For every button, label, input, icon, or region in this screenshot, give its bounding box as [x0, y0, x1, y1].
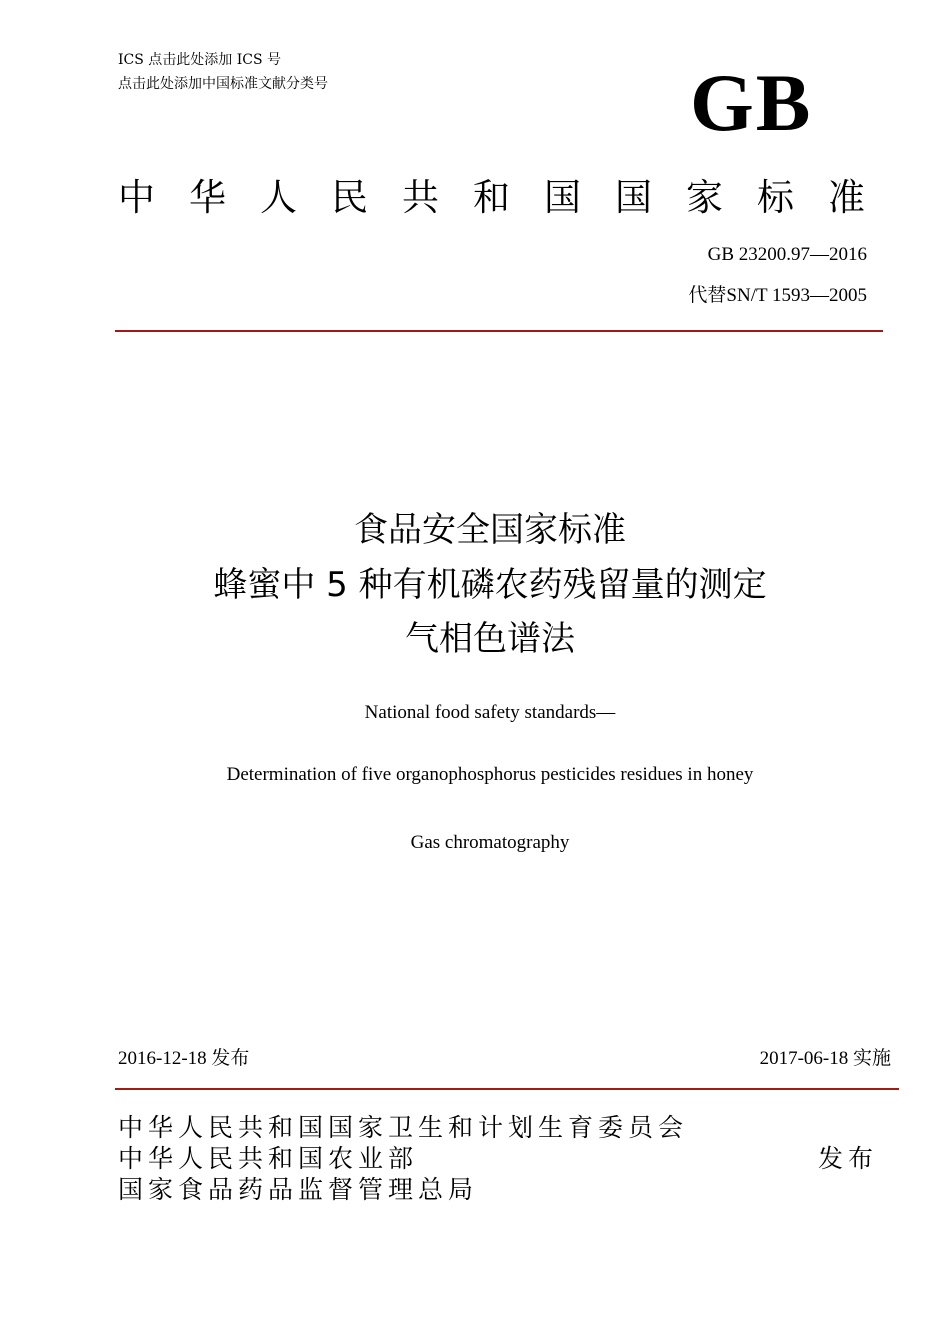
national-standard-heading: 中华人民共和国国家标准 [118, 176, 899, 219]
title-line-3: 气相色谱法 [405, 619, 575, 659]
standard-number: GB 23200.97—2016 [707, 244, 867, 265]
implementation-date: 2017-06-18 实施 [759, 1048, 891, 1069]
english-title-line-3: Gas chromatography [410, 832, 570, 853]
issuer-ministry-of-agriculture: 中华人民共和国农业部 [118, 1144, 419, 1173]
issue-date: 2016-12-18 发布 [118, 1048, 250, 1069]
gb-logo: GB [690, 57, 813, 148]
top-divider [115, 330, 883, 332]
title-line-1: 食品安全国家标准 [354, 510, 626, 550]
ccs-classification-number: 点击此处添加中国标准文献分类号 [118, 76, 328, 92]
english-title-line-2: Determination of five organophosphorus pesticides residues in honey [226, 764, 754, 785]
title-line-2: 蜂蜜中 5 种有机磷农药残留量的测定 [213, 565, 767, 605]
ics-number: ICS 点击此处添加 ICS 号 [118, 52, 282, 68]
issuer-health-commission: 中华人民共和国国家卫生和计划生育委员会 [118, 1113, 689, 1142]
english-title-line-1: National food safety standards— [364, 702, 616, 723]
publish-label: 发布 [818, 1144, 879, 1173]
replaces-standard: 代替SN/T 1593—2005 [688, 285, 867, 306]
bottom-divider [115, 1088, 899, 1090]
issuer-food-drug-administration: 国家食品药品监督管理总局 [118, 1175, 479, 1204]
